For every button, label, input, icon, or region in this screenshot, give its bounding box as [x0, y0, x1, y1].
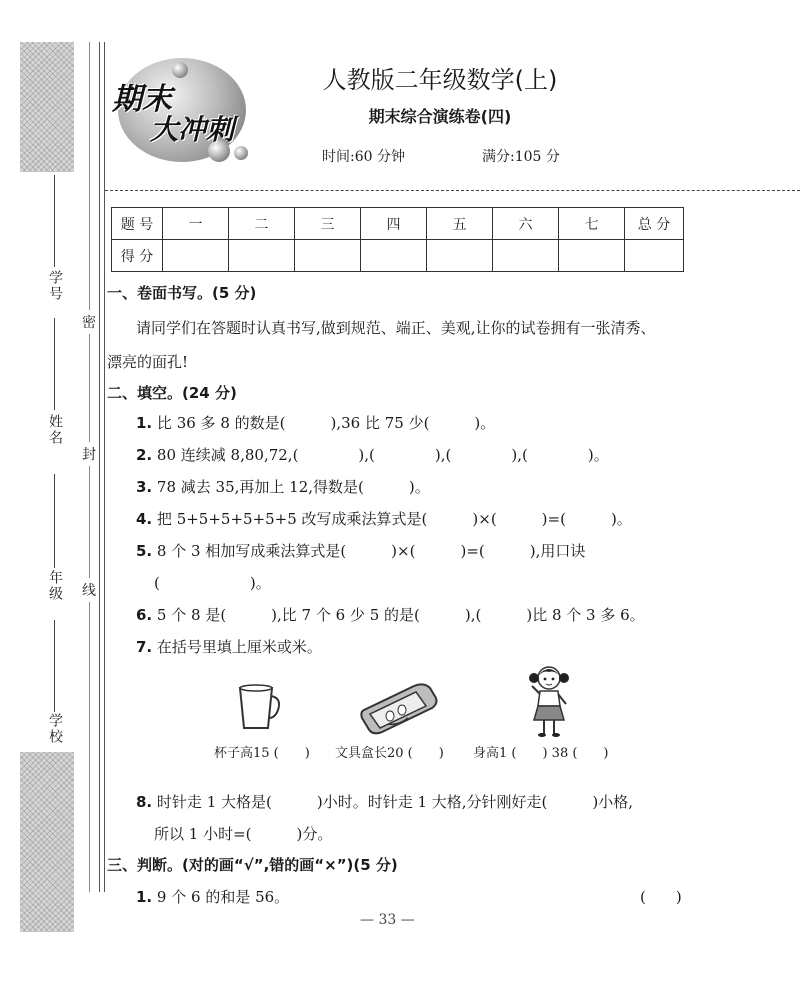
question-number: 4.	[136, 510, 153, 528]
question-2-8	[136, 792, 633, 812]
binding-line-inner	[89, 42, 90, 892]
question-2-6	[136, 605, 645, 625]
question-number: 1.	[136, 414, 153, 432]
grade-line[interactable]	[54, 474, 55, 568]
score-info: 满分:105 分	[482, 149, 560, 165]
page-border-left-2	[104, 42, 105, 892]
score-input-cell[interactable]	[625, 240, 684, 272]
score-table-cell: 三	[295, 208, 361, 240]
question-2-1	[136, 413, 495, 433]
logo-text-2: 大冲刺	[150, 113, 235, 146]
page-subtitle: 期末综合演练卷(四)	[368, 107, 512, 126]
section1-text-line1: 请同学们在答题时认真书写,做到规范、端正、美观,让你的试卷拥有一张清秀、	[136, 319, 656, 337]
seal-char-feng: 封	[82, 442, 96, 466]
score-table-cell: 六	[493, 208, 559, 240]
section2-heading: 二、填空。(24 分)	[107, 384, 237, 402]
score-input-cell[interactable]	[361, 240, 427, 272]
score-table	[111, 207, 684, 272]
score-table-cell: 一	[163, 208, 229, 240]
time-info: 时间:60 分钟	[322, 149, 405, 165]
score-input-cell[interactable]	[229, 240, 295, 272]
section1-text-line2: 漂亮的面孔!	[107, 353, 189, 371]
question-3-1	[136, 887, 289, 907]
score-table-score-row	[112, 240, 684, 272]
logo-text-1: 期末	[112, 82, 172, 117]
question-2-7	[136, 637, 322, 657]
question-text: 9 个 6 的和是 56。	[156, 888, 290, 906]
question-text: 78 减去 35,再加上 12,得数是( )。	[156, 478, 430, 496]
question-number: 1.	[136, 888, 153, 906]
answer-blank[interactable]: ( )	[640, 888, 682, 906]
question-text: 比 36 多 8 的数是( ),36 比 75 少( )。	[156, 414, 496, 432]
cup-illustration	[236, 684, 282, 732]
page-border-left-1	[99, 42, 100, 892]
question-text: 5 个 8 是( ),比 7 个 6 少 5 的是( ),( )比 8 个 3 多 6。	[156, 606, 645, 624]
question-number: 3.	[136, 478, 153, 496]
question-text: 在括号里填上厘米或米。	[156, 638, 322, 656]
seal-char-xian: 线	[82, 578, 96, 602]
score-table-cell: 题 号	[112, 208, 163, 240]
name-line[interactable]	[54, 318, 55, 410]
section1-heading: 一、卷面书写。(5 分)	[107, 284, 257, 302]
question-2-2	[136, 445, 609, 465]
question-2-4	[136, 509, 632, 529]
question-number: 7.	[136, 638, 153, 656]
section3-heading: 三、判断。(对的画“√”,错的画“×”)(5 分)	[107, 856, 398, 874]
question-number: 6.	[136, 606, 153, 624]
question-text: 时针走 1 大格是( )小时。时针走 1 大格,分针刚好走( )小格,	[156, 793, 634, 811]
caption-pencil-box: 文具盒长20 ( )	[335, 746, 444, 761]
question-2-5	[136, 541, 585, 561]
logo-ball-3	[234, 146, 248, 160]
student-id-line[interactable]	[54, 175, 55, 267]
header-divider	[105, 190, 800, 191]
score-table-cell: 四	[361, 208, 427, 240]
margin-pattern-bottom	[20, 752, 74, 932]
question-2-5-continued: ( )。	[154, 574, 271, 592]
school-label: 学校	[47, 713, 63, 745]
score-table-header-row	[112, 208, 684, 240]
question-text: 8 个 3 相加写成乘法算式是( )×( )=( ),用口诀	[156, 542, 586, 560]
question-2-3	[136, 477, 430, 497]
score-table-cell: 得 分	[112, 240, 163, 272]
question-number: 2.	[136, 446, 153, 464]
name-label: 姓名	[47, 414, 63, 446]
page-number: — 33 —	[360, 912, 415, 928]
grade-label: 年级	[47, 570, 63, 602]
score-table-cell: 二	[229, 208, 295, 240]
question-number: 5.	[136, 542, 153, 560]
pencil-box-illustration	[358, 680, 440, 736]
question-2-8-continued: 所以 1 小时=( )分。	[154, 825, 333, 843]
girl-illustration	[520, 664, 578, 738]
score-input-cell[interactable]	[163, 240, 229, 272]
student-id-label: 学号	[47, 270, 63, 302]
score-input-cell[interactable]	[427, 240, 493, 272]
score-table-cell: 总 分	[625, 208, 684, 240]
score-table-cell: 五	[427, 208, 493, 240]
score-input-cell[interactable]	[559, 240, 625, 272]
score-input-cell[interactable]	[295, 240, 361, 272]
caption-girl: 身高1 ( ) 38 ( )	[473, 746, 609, 761]
score-table-cell: 七	[559, 208, 625, 240]
seal-char-mi: 密	[82, 310, 96, 334]
question-number: 8.	[136, 793, 153, 811]
school-line[interactable]	[54, 620, 55, 712]
caption-cup: 杯子高15 ( )	[214, 746, 310, 761]
page-title: 人教版二年级数学(上)	[322, 66, 558, 94]
score-input-cell[interactable]	[493, 240, 559, 272]
question-text: 80 连续减 8,80,72,( ),( ),( ),( )。	[156, 446, 609, 464]
question-text: 把 5+5+5+5+5+5 改写成乘法算式是( )×( )=( )。	[156, 510, 632, 528]
